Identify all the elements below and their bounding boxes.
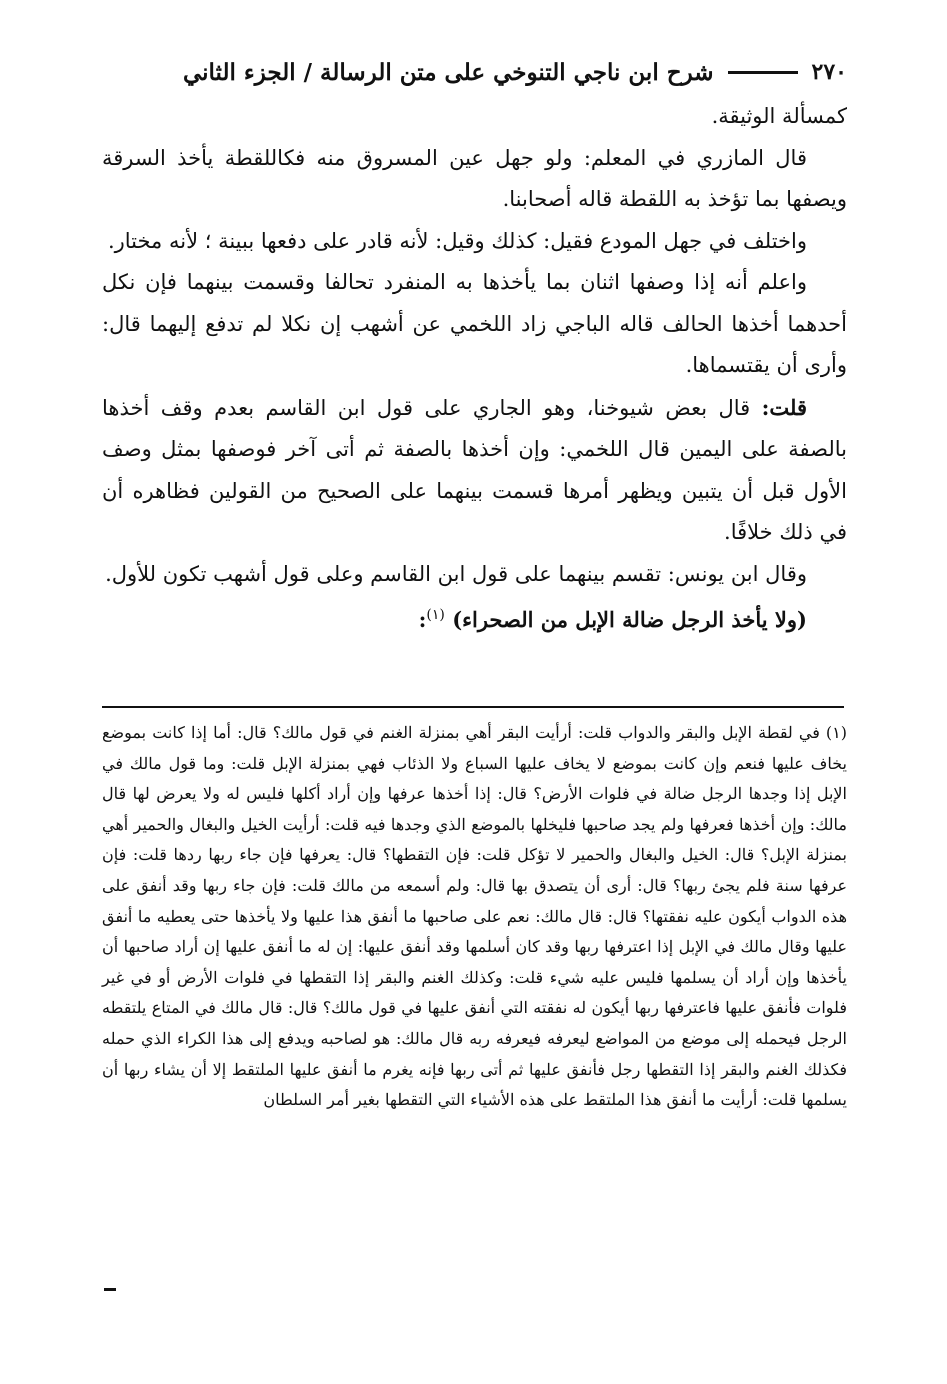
paragraph-text: قال بعض شيوخنا، وهو الجاري على قول ابن القاسم بعدم وقف أخذها بالصفة على اليمين قال اللخمي: وإن أخذها بالصفة ثم أتى آخر فوصفها بمثل وصف الأول قبل أن يتبين ويظهر أمرها قسمت بينهما على الصحيح من القولين فظاهره أن في ذلك خلافًا.: [102, 395, 847, 544]
footnote-reference[interactable]: (١): [426, 607, 445, 623]
heading-colon: :: [418, 607, 427, 632]
running-title: شرح ابن ناجي التنوخي على متن الرسالة / الجزء الثاني: [182, 58, 714, 86]
paragraph-lead: قلت:: [761, 394, 807, 420]
continuation-mark: [104, 1288, 116, 1291]
main-text: [102, 96, 847, 641]
footnote-divider: [102, 706, 844, 708]
section-heading: [102, 595, 847, 641]
footnote: [102, 718, 847, 1116]
paragraph: واعلم أنه إذا وصفها اثنان بما يأخذها به المنفرد تحالفا وقسمت بينهما فإن نكل أحدهما أخذها الحالف قاله الباجي زاد اللخمي عن أشهب إن نكلا لم تدفع إليهما قال: وأرى أن يقتسماها.: [102, 270, 847, 377]
page-number: ٢٧٠: [811, 59, 847, 85]
page-header: [100, 52, 847, 92]
footnotes: [102, 718, 847, 1116]
heading-text: (ولا يأخذ الرجل ضالة الإبل من الصحراء): [452, 607, 807, 632]
footnote-text: في لقطة الإبل والبقر والدواب قلت: أرأيت البقر أهي بمنزلة الغنم في قول مالك؟ قال: أما إذا كانت بموضع يخاف عليها فنعم وإن كانت بموضع لا يخاف عليها السباع ولا الذئاب فهي بمنزلة الإبل قلت: وما قول مالك في الإبل إذا وجدها الرجل ضالة في فلوات الأرض؟ قال: إذا أخذها عرفها وإن أراد أكلها فليس له ولا يعرض لها قال مالك: وإن أخذها فعرفها ولم يجد صاحبها فليخلها بالموضع الذي وجدها فيه قلت: أرأيت الخيل والبغال والحمير أهي بمنزلة الإبل؟ قال: الخيل والبغال والحمير لا تؤكل قلت: فإن التقطها؟ قال: يعرفها فإن جاء ربها ردها قلت: فإن عرفها سنة فلم يجئ ربها؟ قال: أرى أن يتصدق بها قال: ولم أسمعه من مالك قلت: فإن جاء ربها وقد أنفق على هذه الدواب أيكون عليه نفقتها؟ قال: قال مالك: نعم على صاحبها ما أنفق هذا عليها ولا يأخذها حتى يعطيه ما أنفق عليها وقال مالك في الإبل إذا اعترفها ربها وقد كان أسلمها وقد أنفق عليها: إن له ما أنفق عليها إن أراد صاحبها أن يأخذها وإن أراد أن يسلمها فليس عليه شيء قلت: وكذلك الغنم والبقر إذا التقطها في فلوات الأرض أو في غير فلوات فأنفق عليها فاعترفها ربها أيكون له نفقته التي أنفق عليها في قول مالك؟ قال: قال مالك في المتاع يلتقطه الرجل فيحمله إلى موضع من المواضع ليعرفه فيعرفه ربه قال مالك: هو لصاحبه ويدفع إلى هذا الكراء الذي حمله فكذلك الغنم والبقر إذا التقطها رجل فأنفق عليها ثم أتى ربها فإنه يغرم ما أنفق عليها الملتقط إلا أن يشاء ربها أن يسلمها قلت: أرأيت ما أنفق هذا الملتقط على هذه الأشياء التي التقطها بغير أمر السلطان: [102, 723, 848, 1110]
paragraph: قال المازري في المعلم: ولو جهل عين المسروق منه فكاللقطة يأخذ السرقة ويصفها بما تؤخذ به اللقطة قاله أصحابنا.: [102, 145, 847, 211]
footnote-marker: (١): [825, 723, 847, 742]
paragraph: كمسألة الوثيقة.: [711, 104, 847, 128]
paragraph: وقال ابن يونس: تقسم بينهما على قول ابن القاسم وعلى قول أشهب تكون للأول.: [105, 561, 807, 586]
header-rule: [728, 71, 798, 74]
paragraph: واختلف في جهل المودع فقيل: كذلك وقيل: لأنه قادر على دفعها ببينة ؛ لأنه مختار.: [107, 228, 807, 253]
paragraph: [102, 387, 847, 554]
